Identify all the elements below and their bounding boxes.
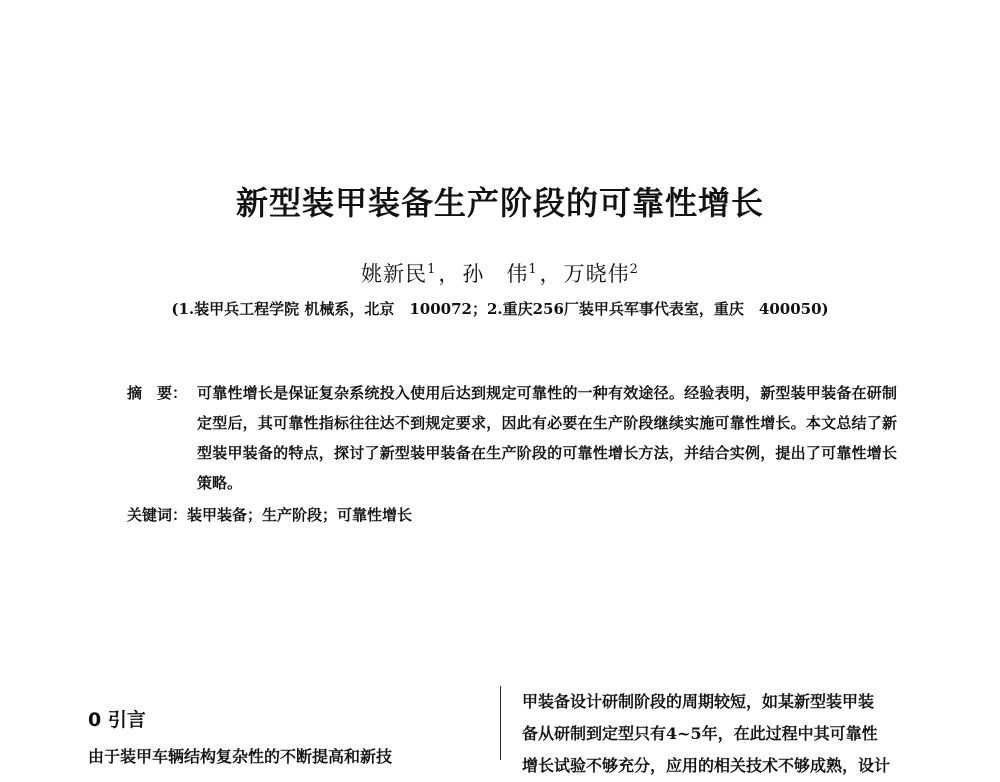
author-separator: ， [438, 262, 461, 286]
body-text-right-column [522, 686, 917, 782]
body-text-line: 备从研制到定型只有4~5年，在此过程中其可靠性 [522, 724, 878, 743]
abstract-label: 摘 要： [127, 384, 188, 402]
author-name: 万晓伟 [563, 262, 630, 286]
body-text-line: 增长试验不够充分，应用的相关技术不够成熟，设计 [522, 756, 891, 775]
body-text-line: 由于装甲车辆结构复杂性的不断提高和新技 [88, 747, 393, 766]
keywords-text: 装甲装备；生产阶段；可靠性增长 [187, 506, 413, 524]
author-affil-mark: 2 [629, 262, 639, 277]
author-name: 孙 伟 [462, 262, 529, 286]
paper-title: 新型装甲装备生产阶段的可靠性增长 [235, 184, 764, 222]
author-affil-mark: 1 [528, 262, 538, 277]
author-separator: ， [539, 262, 562, 286]
keywords-label: 关键词： [127, 506, 188, 524]
body-text-line: 甲装备设计研制阶段的周期较短，如某新型装甲装 [522, 692, 875, 711]
keywords [127, 504, 897, 525]
section-heading: 0 引言 [88, 709, 146, 731]
abstract [127, 378, 897, 498]
author-name: 姚新民 [361, 262, 428, 286]
author-affil-mark: 1 [427, 262, 437, 277]
abstract-text: 可靠性增长是保证复杂系统投入使用后达到规定可靠性的一种有效途径。经验表明，新型装甲装备在研制定型后，其可靠性指标往往达不到规定要求，因此有必要在生产阶段继续实施可靠性增长。本文总结了新型装甲装备的特点，探讨了新型装甲装备在生产阶段的可靠性增长方法，并结合实例，提出了可靠性增长策略。 [197, 384, 897, 492]
column-divider [500, 686, 501, 760]
affiliations: (1.装甲兵工程学院 机械系，北京 100072；2.重庆256厂装甲兵军事代表室，重庆 400050) [171, 300, 829, 318]
author-list [0, 258, 1000, 288]
